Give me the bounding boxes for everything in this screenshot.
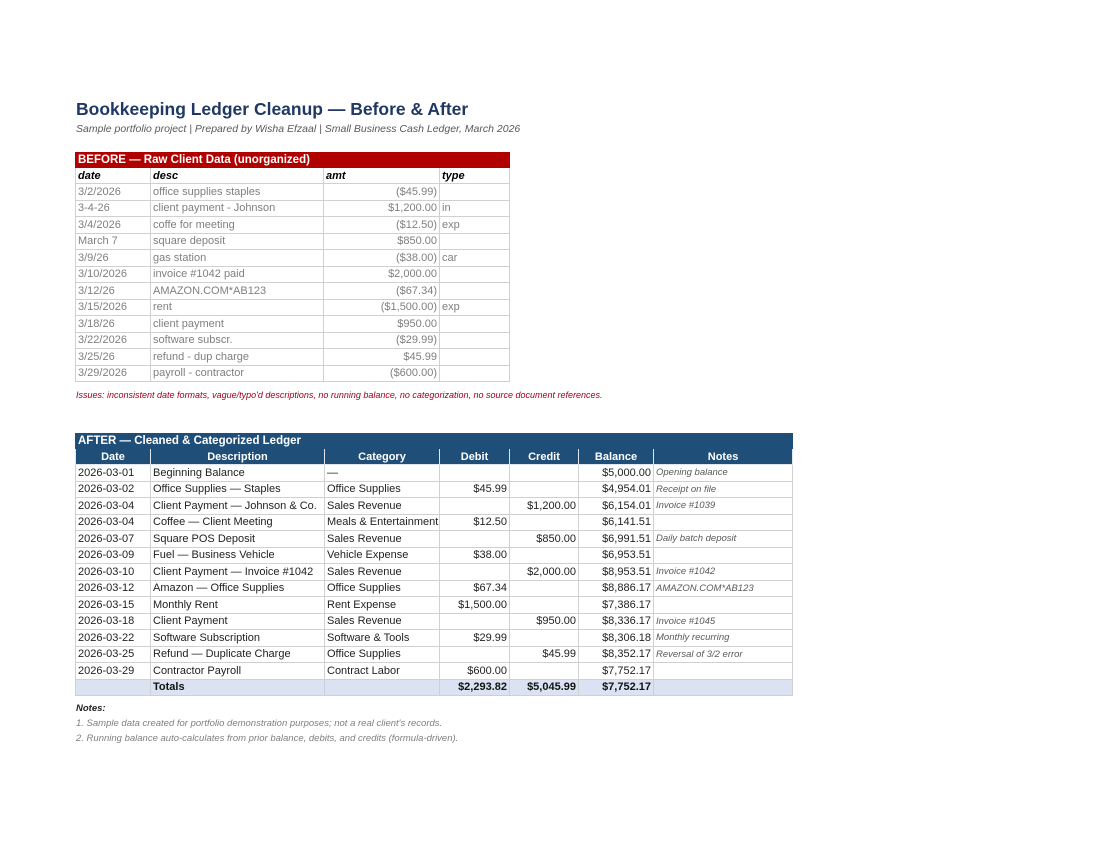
debit-cell: $600.00 [440, 663, 510, 680]
column-header: Category [325, 449, 440, 465]
totals-cell [76, 679, 151, 696]
type-cell [440, 349, 510, 366]
before-table [75, 152, 510, 382]
credit-cell: $850.00 [510, 531, 579, 548]
credit-cell [510, 630, 579, 647]
description-cell: Client Payment — Invoice #1042 [151, 564, 325, 581]
type-cell [440, 233, 510, 250]
totals-cell [654, 679, 793, 696]
before-table-title: BEFORE — Raw Client Data (unorganized) [76, 153, 510, 168]
credit-cell: $45.99 [510, 646, 579, 663]
debit-cell: $1,500.00 [440, 597, 510, 614]
description-cell: payroll - contractor [151, 365, 324, 382]
date-cell: 3/15/2026 [76, 299, 151, 316]
balance-cell: $5,000.00 [579, 465, 654, 482]
date-cell: 2026-03-04 [76, 498, 151, 515]
date-cell: 2026-03-09 [76, 547, 151, 564]
table-row [76, 250, 510, 267]
table-row [76, 564, 793, 581]
table-row [76, 200, 510, 217]
column-header: amt [324, 168, 440, 184]
description-cell: client payment - Johnson [151, 200, 324, 217]
type-cell [440, 316, 510, 333]
table-row [76, 663, 793, 680]
category-cell: Software & Tools [325, 630, 440, 647]
description-cell: AMAZON.COM*AB123 [151, 283, 324, 300]
table-row [76, 646, 793, 663]
notes-cell: Opening balance [654, 465, 793, 482]
category-cell: Vehicle Expense [325, 547, 440, 564]
type-cell [440, 184, 510, 201]
date-cell: 2026-03-15 [76, 597, 151, 614]
after-table-header [76, 434, 793, 449]
date-cell: March 7 [76, 233, 151, 250]
balance-cell: $8,953.51 [579, 564, 654, 581]
type-cell: car [440, 250, 510, 267]
note-line: 1. Sample data created for portfolio demonstration purposes; not a real client's records. [76, 718, 443, 729]
date-cell: 2026-03-07 [76, 531, 151, 548]
amount-cell: ($1,500.00) [324, 299, 440, 316]
totals-cell [325, 679, 440, 696]
credit-cell [510, 663, 579, 680]
credit-cell: $2,000.00 [510, 564, 579, 581]
date-cell: 2026-03-18 [76, 613, 151, 630]
debit-cell: $45.99 [440, 481, 510, 498]
before-column-headers [76, 168, 510, 184]
table-row [76, 299, 510, 316]
description-cell: Office Supplies — Staples [151, 481, 325, 498]
category-cell: Meals & Entertainment [325, 514, 440, 531]
description-cell: Monthly Rent [151, 597, 325, 614]
table-row [76, 630, 793, 647]
balance-cell: $6,953.51 [579, 547, 654, 564]
credit-cell [510, 547, 579, 564]
column-header: Date [76, 449, 151, 465]
category-cell: Contract Labor [325, 663, 440, 680]
type-cell: exp [440, 299, 510, 316]
category-cell: Sales Revenue [325, 531, 440, 548]
category-cell: Office Supplies [325, 580, 440, 597]
type-cell [440, 332, 510, 349]
column-header: Balance [579, 449, 654, 465]
category-cell: Sales Revenue [325, 564, 440, 581]
totals-cell: $2,293.82 [440, 679, 510, 696]
balance-cell: $7,752.17 [579, 663, 654, 680]
amount-cell: ($45.99) [324, 184, 440, 201]
column-header: Description [151, 449, 325, 465]
amount-cell: $1,200.00 [324, 200, 440, 217]
debit-cell [440, 498, 510, 515]
balance-cell: $6,991.51 [579, 531, 654, 548]
issues-note: Issues: inconsistent date formats, vague/typo'd descriptions, no running balance, no categorization, no source document references. [76, 390, 603, 400]
credit-cell [510, 514, 579, 531]
description-cell: invoice #1042 paid [151, 266, 324, 283]
table-row [76, 266, 510, 283]
totals-cell: $7,752.17 [579, 679, 654, 696]
debit-cell [440, 564, 510, 581]
credit-cell [510, 580, 579, 597]
category-cell: Sales Revenue [325, 498, 440, 515]
description-cell: Beginning Balance [151, 465, 325, 482]
date-cell: 2026-03-29 [76, 663, 151, 680]
totals-cell: $5,045.99 [510, 679, 579, 696]
page-subtitle: Sample portfolio project | Prepared by Wisha Efzaal | Small Business Cash Ledger, March 2026 [76, 123, 521, 135]
balance-cell: $8,352.17 [579, 646, 654, 663]
description-cell: office supplies staples [151, 184, 324, 201]
category-cell: Rent Expense [325, 597, 440, 614]
description-cell: Amazon — Office Supplies [151, 580, 325, 597]
column-header: date [76, 168, 151, 184]
description-cell: Coffee — Client Meeting [151, 514, 325, 531]
date-cell: 3/9/26 [76, 250, 151, 267]
column-header: type [440, 168, 510, 184]
credit-cell [510, 597, 579, 614]
date-cell: 2026-03-22 [76, 630, 151, 647]
category-cell: — [325, 465, 440, 482]
debit-cell: $29.99 [440, 630, 510, 647]
type-cell: exp [440, 217, 510, 234]
credit-cell [510, 481, 579, 498]
credit-cell [510, 465, 579, 482]
date-cell: 3/4/2026 [76, 217, 151, 234]
notes-cell: Daily batch deposit [654, 531, 793, 548]
type-cell [440, 283, 510, 300]
notes-cell: Receipt on file [654, 481, 793, 498]
balance-cell: $4,954.01 [579, 481, 654, 498]
date-cell: 3/25/26 [76, 349, 151, 366]
type-cell: in [440, 200, 510, 217]
description-cell: Square POS Deposit [151, 531, 325, 548]
balance-cell: $6,141.51 [579, 514, 654, 531]
before-table-header [76, 153, 510, 168]
amount-cell: ($38.00) [324, 250, 440, 267]
date-cell: 2026-03-02 [76, 481, 151, 498]
description-cell: software subscr. [151, 332, 324, 349]
notes-cell [654, 597, 793, 614]
amount-cell: ($29.99) [324, 332, 440, 349]
table-row [76, 332, 510, 349]
date-cell: 3/22/2026 [76, 332, 151, 349]
debit-cell [440, 531, 510, 548]
date-cell: 3/29/2026 [76, 365, 151, 382]
notes-heading: Notes: [76, 703, 106, 714]
after-column-headers [76, 449, 793, 465]
table-row [76, 580, 793, 597]
debit-cell [440, 465, 510, 482]
balance-cell: $6,154.01 [579, 498, 654, 515]
table-row [76, 498, 793, 515]
column-header: Notes [654, 449, 793, 465]
description-cell: coffe for meeting [151, 217, 324, 234]
balance-cell: $8,886.17 [579, 580, 654, 597]
totals-row [76, 679, 793, 696]
table-row [76, 349, 510, 366]
after-table-title: AFTER — Cleaned & Categorized Ledger [76, 434, 793, 449]
totals-label: Totals [151, 679, 325, 696]
table-row [76, 465, 793, 482]
description-cell: Client Payment [151, 613, 325, 630]
table-row [76, 283, 510, 300]
date-cell: 3/2/2026 [76, 184, 151, 201]
debit-cell [440, 646, 510, 663]
description-cell: Client Payment — Johnson & Co. [151, 498, 325, 515]
description-cell: Refund — Duplicate Charge [151, 646, 325, 663]
table-row [76, 365, 510, 382]
description-cell: rent [151, 299, 324, 316]
date-cell: 2026-03-04 [76, 514, 151, 531]
credit-cell: $950.00 [510, 613, 579, 630]
debit-cell: $38.00 [440, 547, 510, 564]
description-cell: client payment [151, 316, 324, 333]
table-row [76, 514, 793, 531]
column-header: Credit [510, 449, 579, 465]
credit-cell: $1,200.00 [510, 498, 579, 515]
date-cell: 3/18/26 [76, 316, 151, 333]
balance-cell: $7,386.17 [579, 597, 654, 614]
notes-cell [654, 514, 793, 531]
amount-cell: $2,000.00 [324, 266, 440, 283]
table-row [76, 233, 510, 250]
description-cell: refund - dup charge [151, 349, 324, 366]
notes-cell: Invoice #1039 [654, 498, 793, 515]
table-row [76, 217, 510, 234]
date-cell: 3/12/26 [76, 283, 151, 300]
column-header: desc [151, 168, 324, 184]
description-cell: square deposit [151, 233, 324, 250]
category-cell: Office Supplies [325, 481, 440, 498]
amount-cell: ($67.34) [324, 283, 440, 300]
amount-cell: $950.00 [324, 316, 440, 333]
debit-cell: $67.34 [440, 580, 510, 597]
page-title: Bookkeeping Ledger Cleanup — Before & After [76, 99, 469, 119]
notes-cell [654, 663, 793, 680]
column-header: Debit [440, 449, 510, 465]
description-cell: Contractor Payroll [151, 663, 325, 680]
notes-cell [654, 547, 793, 564]
debit-cell: $12.50 [440, 514, 510, 531]
table-row [76, 547, 793, 564]
notes-cell: Monthly recurring [654, 630, 793, 647]
category-cell: Sales Revenue [325, 613, 440, 630]
date-cell: 2026-03-10 [76, 564, 151, 581]
note-line: 2. Running balance auto-calculates from prior balance, debits, and credits (formula-driven). [76, 733, 459, 744]
after-table [75, 433, 793, 696]
date-cell: 3-4-26 [76, 200, 151, 217]
debit-cell [440, 613, 510, 630]
table-row [76, 613, 793, 630]
date-cell: 3/10/2026 [76, 266, 151, 283]
description-cell: gas station [151, 250, 324, 267]
date-cell: 2026-03-12 [76, 580, 151, 597]
notes-cell: Reversal of 3/2 error [654, 646, 793, 663]
date-cell: 2026-03-25 [76, 646, 151, 663]
balance-cell: $8,306.18 [579, 630, 654, 647]
description-cell: Software Subscription [151, 630, 325, 647]
type-cell [440, 365, 510, 382]
notes-cell: Invoice #1042 [654, 564, 793, 581]
table-row [76, 531, 793, 548]
amount-cell: $850.00 [324, 233, 440, 250]
description-cell: Fuel — Business Vehicle [151, 547, 325, 564]
notes-cell: Invoice #1045 [654, 613, 793, 630]
table-row [76, 184, 510, 201]
table-row [76, 597, 793, 614]
amount-cell: ($600.00) [324, 365, 440, 382]
amount-cell: ($12.50) [324, 217, 440, 234]
table-row [76, 481, 793, 498]
notes-cell: AMAZON.COM*AB123 [654, 580, 793, 597]
type-cell [440, 266, 510, 283]
balance-cell: $8,336.17 [579, 613, 654, 630]
category-cell: Office Supplies [325, 646, 440, 663]
date-cell: 2026-03-01 [76, 465, 151, 482]
amount-cell: $45.99 [324, 349, 440, 366]
table-row [76, 316, 510, 333]
